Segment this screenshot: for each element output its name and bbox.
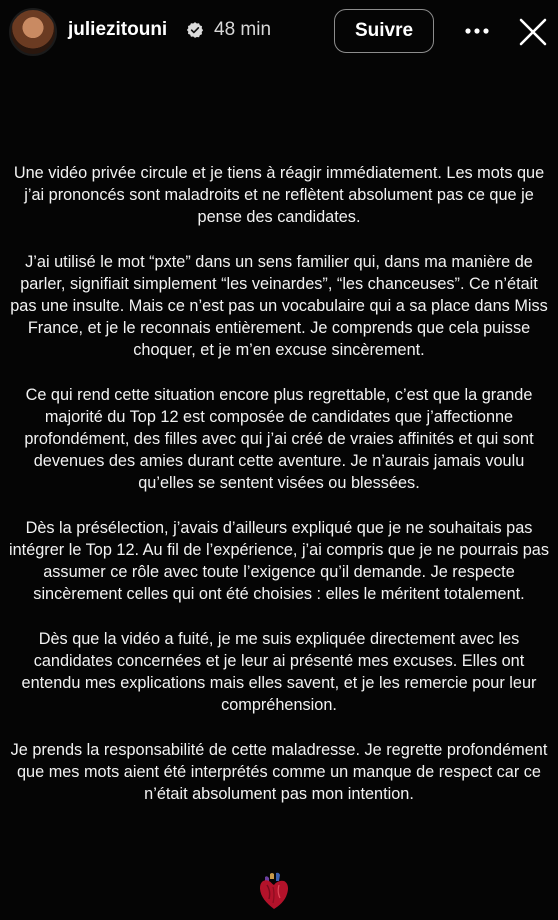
- close-icon[interactable]: [517, 16, 549, 48]
- story-text: [8, 162, 550, 828]
- story-paragraph: Une vidéo privée circule et je tiens à réagir immédiatement. Les mots que j’ai prononcés sont maladroits et ne reflètent absolument pas ce que je pense des candidates.: [13, 164, 545, 226]
- anatomical-heart-icon: [257, 871, 291, 911]
- post-time: 48 min: [214, 19, 272, 40]
- story-paragraph: Je prends la responsabilité de cette maladresse. Je regrette profondément que mes mots aient été interprétés comme un manque de respect car ce n’était absolument pas mon intention.: [10, 741, 548, 803]
- story-paragraph: Dès la présélection, j’avais d’ailleurs expliqué que je ne souhaitais pas intégrer le Top 12. Au fil de l’expérience, j’ai compris que je ne pourrais pas assumer ce rôle avec toute l’exigence qu’il demande. Je respecte sincèrement celles qui ont été choisies : elles le méritent totalement.: [9, 519, 549, 603]
- username[interactable]: juliezitouni: [68, 19, 168, 40]
- story-paragraph: Ce qui rend cette situation encore plus regrettable, c’est que la grande majorité du Top 12 est composée de candidates que j’affectionne profondément, des filles avec qui j’ai créé de vraies affinités et qui sont devenues des amies durant cette aventure. Je n’aurais jamais voulu qu’elles se sentent visées ou blessées.: [24, 386, 534, 492]
- verified-badge-icon: [186, 21, 204, 39]
- more-options-button[interactable]: [460, 18, 494, 44]
- more-horizontal-icon: [464, 27, 490, 35]
- story-paragraph: Dès que la vidéo a fuité, je me suis expliquée directement avec les candidates concernées et je leur ai présenté mes excuses. Elles ont entendu mes explications mais elles savent, et je les remercie pour leur compréhension.: [21, 630, 537, 714]
- story-header: [0, 0, 558, 62]
- story-paragraph: J’ai utilisé le mot “pxte” dans un sens familier qui, dans ma manière de parler, signifiait simplement “les veinardes”, “les chanceuses”. Ce n’était pas une insulte. Mais ce n’est pas un vocabulaire qui a sa place dans Miss France, et je le reconnais entièrement. Je comprends que cela puisse choquer, et je m’en excuse sincèrement.: [10, 253, 548, 359]
- follow-button[interactable]: Suivre: [334, 9, 434, 53]
- avatar[interactable]: [9, 8, 57, 56]
